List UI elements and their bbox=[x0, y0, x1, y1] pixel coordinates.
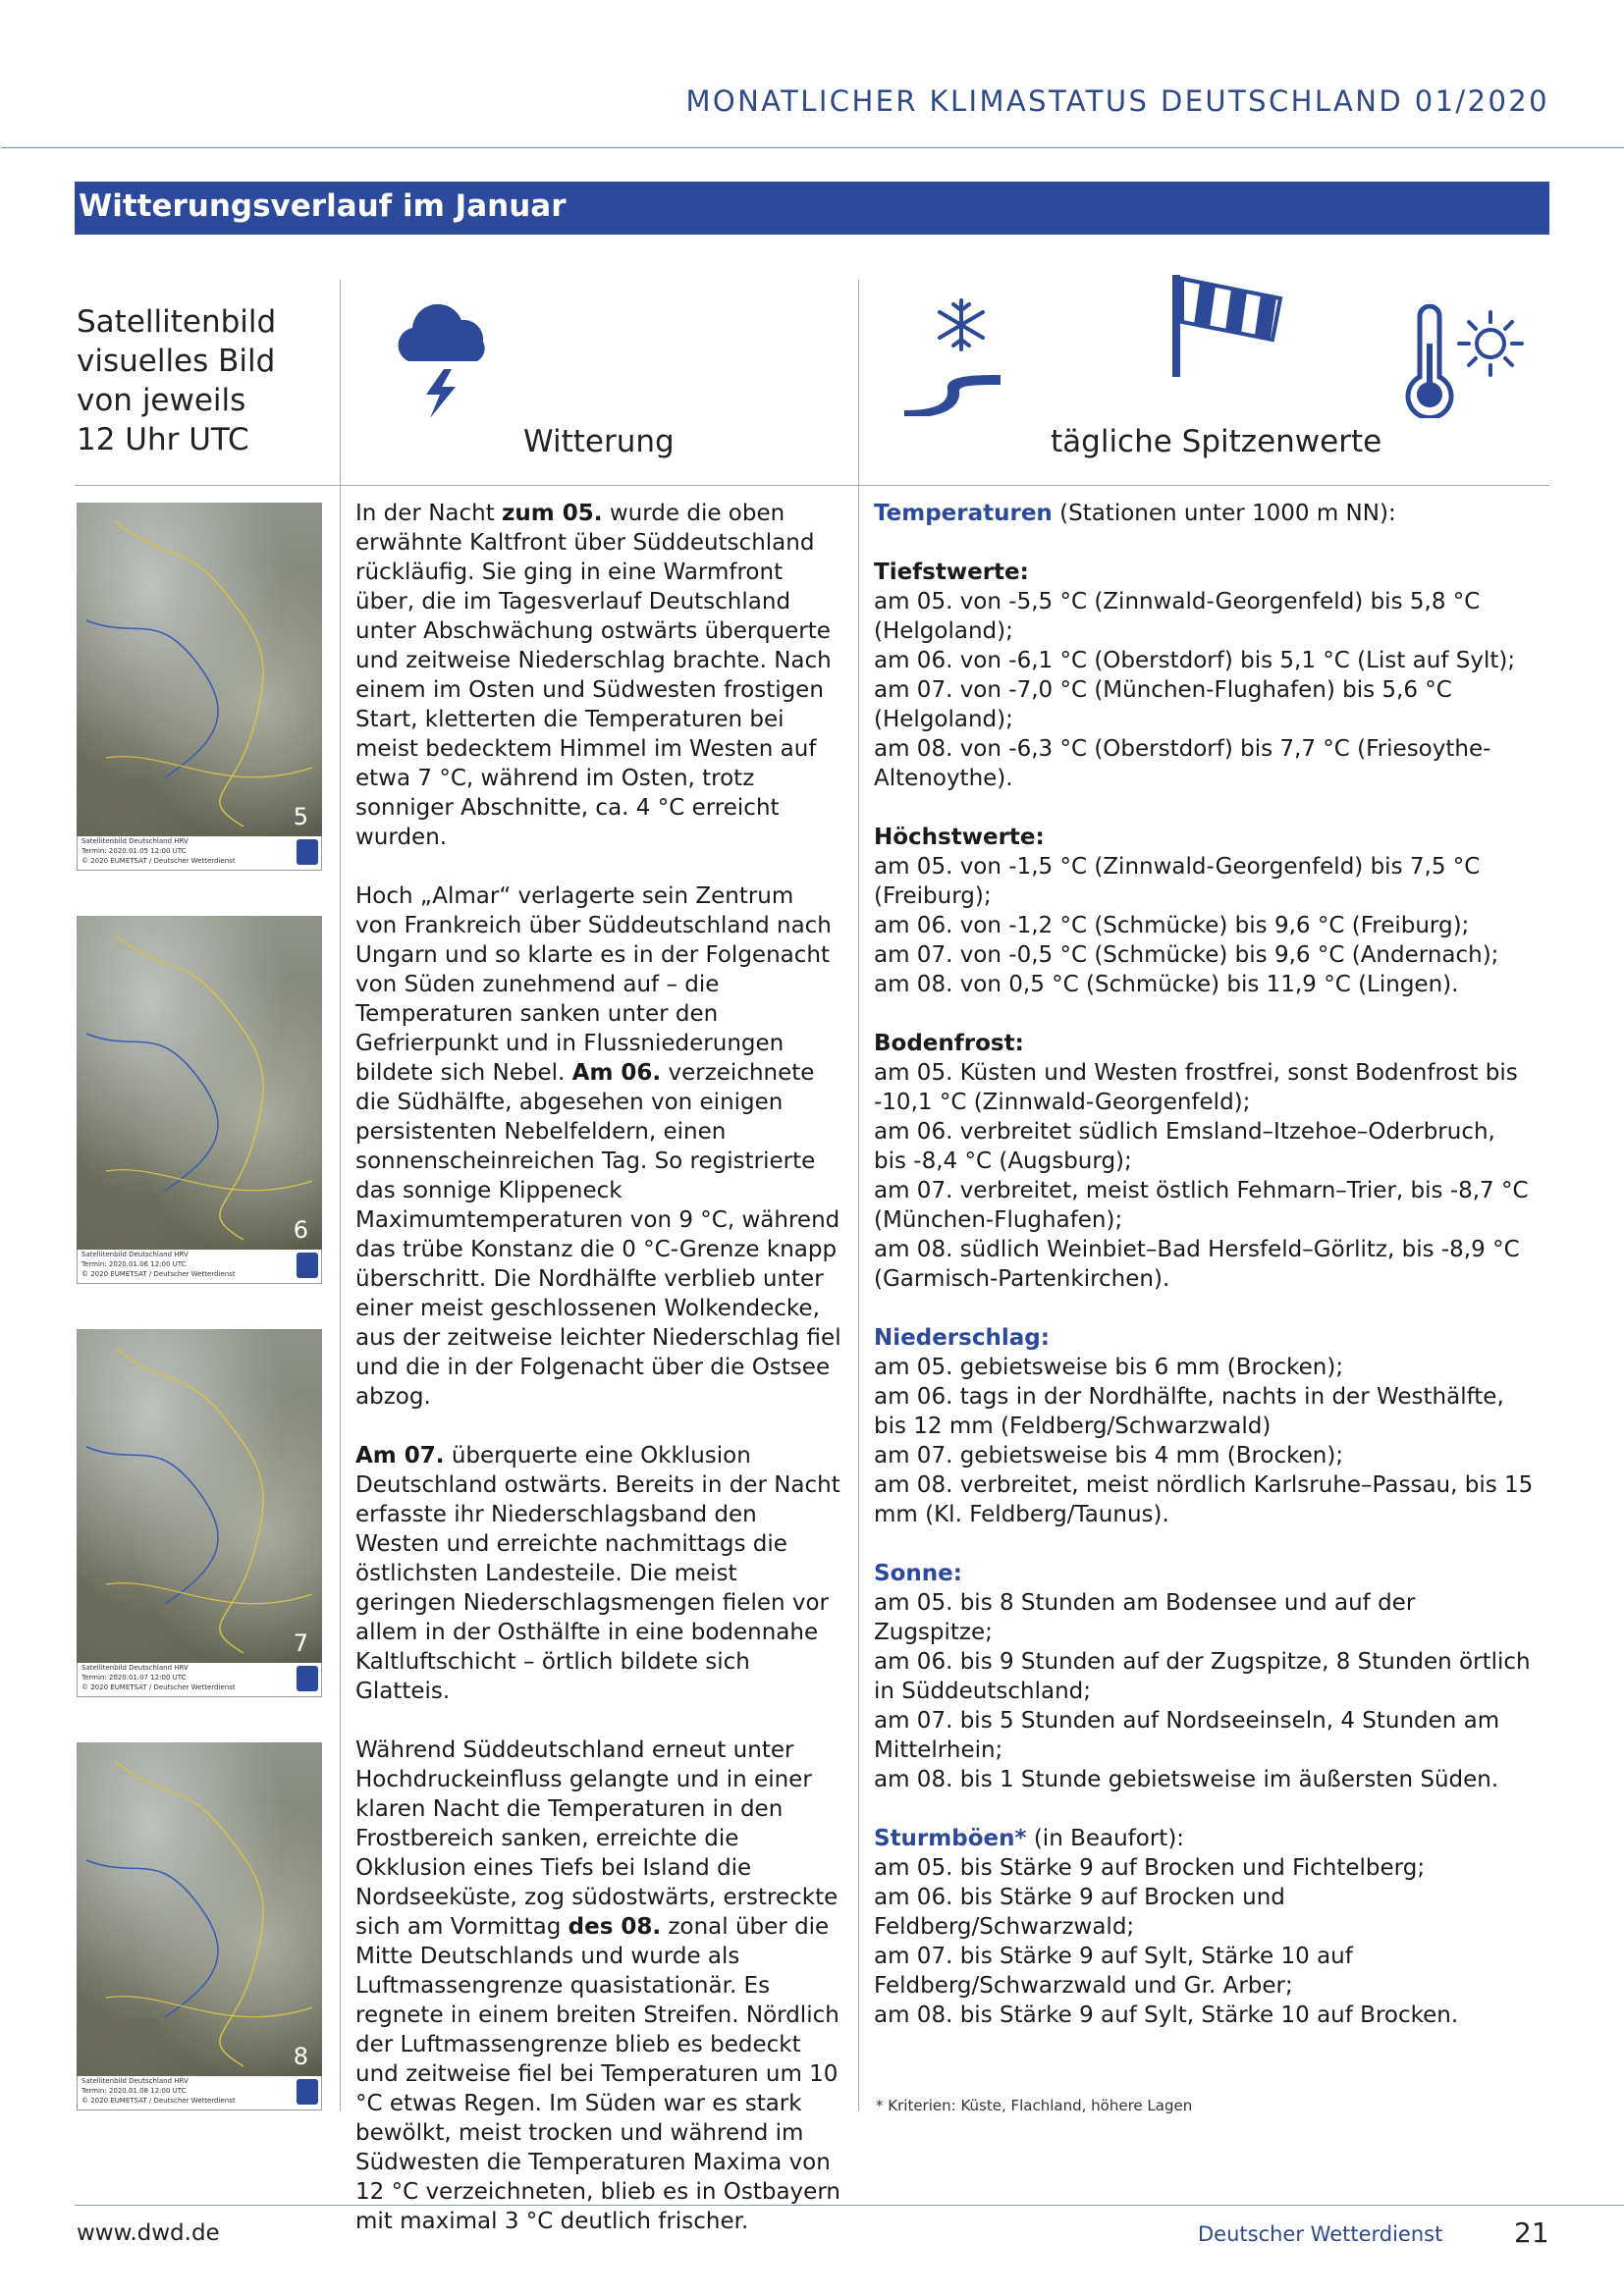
paragraph-07: Am 07. überquerte eine Okklusion Deutschland ostwärts. Bereits in der Nacht erfasste ihr Niederschlagsband den Westen und erreichte nachmittags die östlichsten Landesteile. Die meist geringen Niederschlagsmengen fielen vor allem in der Osthälfte in eine bodennahe Kaltluftschicht – örtlich bildete sich Glatteis. bbox=[355, 1443, 840, 1704]
satellite-caption bbox=[77, 1250, 322, 1284]
report-title: MONATLICHER KLIMASTATUS DEUTSCHLAND 01/2020 bbox=[685, 84, 1549, 118]
list-item: am 05. Küsten und Westen frostfrei, sonst Bodenfrost bis -10,1 °C (Zinnwald-Georgenfeld); bbox=[874, 1060, 1518, 1115]
section-title: Witterungsverlauf im Januar bbox=[79, 188, 567, 224]
list-item: am 07. gebietsweise bis 4 mm (Brocken); bbox=[874, 1443, 1344, 1468]
storm-note: (in Beaufort): bbox=[1026, 1826, 1185, 1851]
column-divider-1 bbox=[340, 280, 341, 2111]
caption-line: © 2020 EUMETSAT / Deutscher Wetterdienst bbox=[81, 1270, 236, 1278]
list-item: am 05. bis Stärke 9 auf Brocken und Fichtelberg; bbox=[874, 1855, 1426, 1881]
sun-title: Sonne: bbox=[874, 1561, 962, 1586]
border-overlay bbox=[77, 1329, 322, 1663]
paragraph-08: Während Süddeutschland erneut unter Hochdruckeinfluss gelangte und in einer klaren Nacht die Temperaturen in den Frostbereich sanken, erreichte die Okklusion eines Tiefs bei Island die Nordseeküste, zog südostwärts, erstreckte sich am Vormittag des 08. zonal über die Mitte Deutschlands und wurde als Luftmassengrenze quasistationär. Es regnete in einem breiten Streifen. Nördlich der Luftmassengrenze blieb es bedeckt und zeitweise fiel bei Temperaturen um 10 °C etwas Regen. Im Süden war es stark bewölkt, meist trocken und während im Südwesten die Temperaturen Maxima von 12 °C verzeichneten, blieb es in Ostbayern mit maximal 3 °C deutlich frischer. bbox=[355, 1737, 840, 2234]
image-number: 6 bbox=[293, 1216, 308, 1244]
sat-head-line-2: visuelles Bild bbox=[77, 344, 276, 379]
caption-line: Satellitenbild Deutschland HRV bbox=[81, 1664, 189, 1672]
caption-line: Satellitenbild Deutschland HRV bbox=[81, 2077, 189, 2085]
windsock-icon bbox=[1170, 271, 1288, 379]
footer-divider bbox=[75, 2205, 1624, 2206]
min-values bbox=[874, 558, 1534, 793]
paragraph-06: Hoch „Almar“ verlagerte sein Zentrum von Frankreich über Süddeutschland nach Ungarn und so klarte es in der Folgenacht von Süden zunehmend auf – die Temperaturen sanken unter den Gefrierpunkt und in Flussniederungen bildete sich Nebel. Am 06. verzeichnete die Südhälfte, abgesehen von einigen persistenten Nebelfeldern, einen sonnenscheinreichen Tag. So registrierte das sonnige Klippeneck Maximumtemperaturen von 9 °C, während das trübe Konstanz die 0 °C-Grenze knapp überschritt. Die Nordhälfte verblieb unter einer meist geschlossenen Wolkendecke, aus der zeitweise leichter Niederschlag fiel und die in der Folgenacht über die Ostsee abzog. bbox=[355, 883, 841, 1410]
satellite-image-05 bbox=[77, 503, 322, 871]
sunshine bbox=[874, 1559, 1534, 1794]
satellite-photo bbox=[77, 503, 322, 836]
min-title: Tiefstwerte: bbox=[874, 560, 1029, 585]
border-overlay bbox=[77, 916, 322, 1250]
max-values bbox=[874, 823, 1534, 999]
list-item: am 06. bis 9 Stunden auf der Zugspitze, 8 Stunden örtlich in Süddeutschland; bbox=[874, 1649, 1531, 1704]
footer-url-link[interactable]: www.dwd.de bbox=[77, 2220, 220, 2246]
frost-title: Bodenfrost: bbox=[874, 1031, 1024, 1056]
border-overlay bbox=[77, 1742, 322, 2076]
paragraph-05: In der Nacht zum 05. wurde die oben erwähnte Kaltfront über Süddeutschland rückläufig. Sie ging in eine Warmfront über, die im Tagesverlauf Deutschland unter Abschwächung ostwärts überquerte und zeitweise Niederschlag brachte. Nach einem im Osten und Südwesten frostigen Start, kletterten die Temperaturen bei meist bedecktem Himmel im Westen auf etwa 7 °C, während im Osten, trotz sonniger Abschnitte, ca. 4 °C erreicht wurden. bbox=[355, 501, 832, 850]
list-item: am 08. verbreitet, meist nördlich Karlsruhe–Passau, bis 15 mm (Kl. Feldberg/Taunus). bbox=[874, 1472, 1534, 1527]
caption-line: Satellitenbild Deutschland HRV bbox=[81, 837, 189, 845]
peak-column-header: tägliche Spitzenwerte bbox=[1051, 424, 1382, 459]
list-item: am 08. südlich Weinbiet–Bad Hersfeld–Görlitz, bis -8,9 °C (Garmisch-Partenkirchen). bbox=[874, 1237, 1520, 1292]
peak-values bbox=[874, 499, 1534, 2059]
list-item: am 08. bis 1 Stunde gebietsweise im äußersten Süden. bbox=[874, 1767, 1499, 1792]
page-number: 21 bbox=[1514, 2216, 1549, 2249]
column-divider-2 bbox=[858, 280, 859, 2111]
list-item: am 05. von -5,5 °C (Zinnwald-Georgenfeld) bis 5,8 °C (Helgoland); bbox=[874, 589, 1481, 644]
footnote: * Kriterien: Küste, Flachland, höhere Lagen bbox=[876, 2097, 1193, 2114]
caption-line: © 2020 EUMETSAT / Deutscher Wetterdienst bbox=[81, 1683, 236, 1691]
header-divider bbox=[1, 147, 1624, 148]
list-item: am 08. bis Stärke 9 auf Sylt, Stärke 10 auf Brocken. bbox=[874, 2002, 1459, 2028]
satellite-column-header bbox=[77, 302, 276, 459]
caption-line: Termin: 2020.01.07 12:00 UTC bbox=[81, 1674, 187, 1682]
list-item: am 07. verbreitet, meist östlich Fehmarn–Trier, bis -8,7 °C (München-Flughafen); bbox=[874, 1178, 1529, 1233]
list-item: am 05. von -1,5 °C (Zinnwald-Georgenfeld) bis 7,5 °C (Freiburg); bbox=[874, 854, 1481, 909]
precipitation bbox=[874, 1323, 1534, 1529]
caption-line: Termin: 2020.01.08 12:00 UTC bbox=[81, 2087, 187, 2095]
temperature-intro: Temperaturen (Stationen unter 1000 m NN): bbox=[874, 501, 1396, 526]
caption-line: © 2020 EUMETSAT / Deutscher Wetterdienst bbox=[81, 2097, 236, 2105]
list-item: am 06. tags in der Nordhälfte, nachts in der Westhälfte, bis 12 mm (Feldberg/Schwarzwald) bbox=[874, 1384, 1504, 1439]
satellite-caption bbox=[77, 2076, 322, 2110]
weather-column-header: Witterung bbox=[523, 424, 675, 459]
border-overlay bbox=[77, 503, 322, 836]
satellite-caption bbox=[77, 1663, 322, 1697]
max-title: Höchstwerte: bbox=[874, 825, 1045, 850]
image-number: 5 bbox=[293, 803, 308, 830]
list-item: am 08. von 0,5 °C (Schmücke) bis 11,9 °C (Lingen). bbox=[874, 972, 1459, 997]
weather-narrative bbox=[355, 499, 841, 2266]
list-item: am 08. von -6,3 °C (Oberstdorf) bis 7,7 °C (Friesoythe-Altenoythe). bbox=[874, 736, 1491, 791]
list-item: am 05. gebietsweise bis 6 mm (Brocken); bbox=[874, 1355, 1344, 1380]
list-item: am 07. bis 5 Stunden auf Nordseeinseln, 4 Stunden am Mittelrhein; bbox=[874, 1708, 1500, 1763]
caption-line: Satellitenbild Deutschland HRV bbox=[81, 1251, 189, 1258]
satellite-image-08 bbox=[77, 1742, 322, 2110]
dwd-logo-icon bbox=[297, 2079, 318, 2105]
thunderstorm-cloud-icon bbox=[389, 291, 493, 428]
satellite-image-06 bbox=[77, 916, 322, 1284]
precip-title: Niederschlag: bbox=[874, 1325, 1050, 1351]
thermometer-sun-icon bbox=[1400, 304, 1532, 418]
list-item: am 05. bis 8 Stunden am Bodensee und auf der Zugspitze; bbox=[874, 1590, 1416, 1645]
storm-title: Sturmböen* bbox=[874, 1826, 1027, 1851]
dwd-logo-icon bbox=[297, 1253, 318, 1278]
list-item: am 06. von -6,1 °C (Oberstdorf) bis 5,1 °C (List auf Sylt); bbox=[874, 648, 1516, 673]
satellite-photo bbox=[77, 916, 322, 1250]
sat-head-line-4: 12 Uhr UTC bbox=[77, 422, 249, 457]
list-item: am 07. von -0,5 °C (Schmücke) bis 9,6 °C (Andernach); bbox=[874, 942, 1499, 968]
header-row-divider bbox=[75, 485, 1549, 486]
section-bar bbox=[75, 182, 1549, 235]
satellite-image-07 bbox=[77, 1329, 322, 1697]
caption-line: Termin: 2020.01.05 12:00 UTC bbox=[81, 847, 187, 855]
sat-head-line-3: von jeweils bbox=[77, 383, 246, 418]
image-number: 8 bbox=[293, 2043, 308, 2070]
list-item: am 07. von -7,0 °C (München-Flughafen) bis 5,6 °C (Helgoland); bbox=[874, 677, 1452, 732]
satellite-photo bbox=[77, 1329, 322, 1663]
footer-organization: Deutscher Wetterdienst bbox=[1198, 2222, 1443, 2246]
list-item: am 06. von -1,2 °C (Schmücke) bis 9,6 °C (Freiburg); bbox=[874, 913, 1470, 938]
snowflake-road-icon bbox=[898, 294, 1012, 416]
satellite-photo bbox=[77, 1742, 322, 2076]
dwd-logo-icon bbox=[297, 839, 318, 865]
storm-gusts bbox=[874, 1824, 1534, 2030]
list-item: am 06. verbreitet südlich Emsland–Itzehoe–Oderbruch, bis -8,4 °C (Augsburg); bbox=[874, 1119, 1495, 1174]
list-item: am 07. bis Stärke 9 auf Sylt, Stärke 10 auf Feldberg/Schwarzwald und Gr. Arber; bbox=[874, 1944, 1353, 1999]
list-item: am 06. bis Stärke 9 auf Brocken und Feldberg/Schwarzwald; bbox=[874, 1885, 1285, 1940]
satellite-caption bbox=[77, 836, 322, 871]
ground-frost bbox=[874, 1029, 1534, 1294]
caption-line: © 2020 EUMETSAT / Deutscher Wetterdienst bbox=[81, 857, 236, 865]
sat-head-line-1: Satellitenbild bbox=[77, 304, 277, 340]
caption-line: Termin: 2020.01.06 12:00 UTC bbox=[81, 1260, 187, 1268]
dwd-logo-icon bbox=[297, 1666, 318, 1691]
image-number: 7 bbox=[293, 1629, 308, 1657]
